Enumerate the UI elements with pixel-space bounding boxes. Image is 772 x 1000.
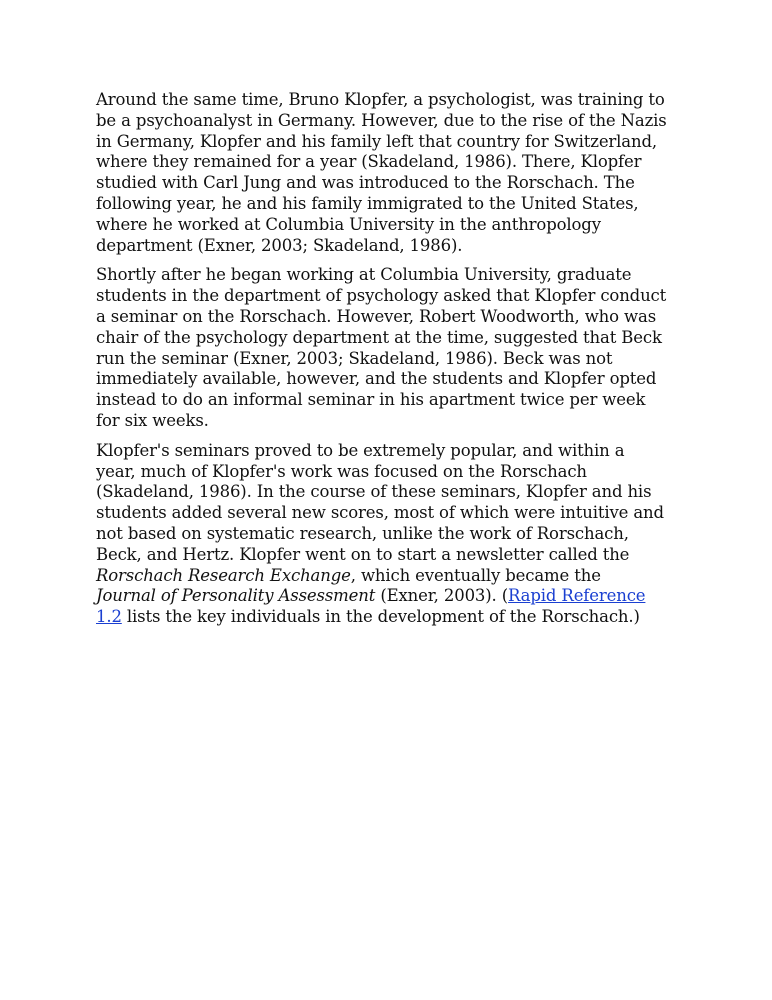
journal-title-italic: Rorschach Research Exchange <box>96 565 351 585</box>
paragraph-line: be a psychoanalyst in Germany. However, due to the rise of the Nazis <box>96 110 667 130</box>
paragraph-line <box>96 607 681 628</box>
paragraph-line: Shortly after he began working at Columbia University, graduate <box>96 265 632 285</box>
paragraph-2 <box>96 265 681 431</box>
paragraph-line: immediately available, however, and the students and Klopfer opted <box>96 369 657 389</box>
journal-title-italic: Journal of Personality Assessment <box>96 586 376 606</box>
line-text: , which eventually became the <box>350 565 601 585</box>
paragraph-line: Around the same time, Bruno Klopfer, a psychologist, was training to <box>96 90 665 109</box>
paragraph-line: for six weeks. <box>96 410 209 430</box>
paragraph-line: where they remained for a year (Skadeland, 1986). There, Klopfer <box>96 152 642 172</box>
paragraph-line: a seminar on the Rorschach. However, Robert Woodworth, who was <box>96 306 657 326</box>
paragraph-line: not based on systematic research, unlike the work of Rorschach, <box>96 523 629 543</box>
paragraph-line: where he worked at Columbia University in the anthropology <box>96 214 601 234</box>
rapid-reference-link[interactable]: Rapid Reference <box>508 586 646 606</box>
paragraph-line: Beck, and Hertz. Klopfer went on to start a newsletter called the <box>96 544 630 564</box>
rapid-reference-link-number[interactable]: 1.2 <box>96 607 122 627</box>
body-text <box>96 90 681 637</box>
line-text: (Exner, 2003). ( <box>375 586 509 606</box>
paragraph-line: year, much of Klopfer's work was focused on the Rorschach <box>96 461 587 481</box>
paragraph-line: instead to do an informal seminar in his apartment twice per week <box>96 390 646 410</box>
line-text: lists the key individuals in the development of the Rorschach.) <box>121 607 640 627</box>
paragraph-3 <box>96 441 681 628</box>
paragraph-1 <box>96 90 681 256</box>
paragraph-line: chair of the psychology department at the time, suggested that Beck <box>96 327 662 347</box>
paragraph-line: students added several new scores, most of which were intuitive and <box>96 503 664 523</box>
paragraph-line: studied with Carl Jung and was introduced to the Rorschach. The <box>96 173 635 193</box>
paragraph-line: run the seminar (Exner, 2003; Skadeland, 1986). Beck was not <box>96 348 613 368</box>
paragraph-line: Klopfer's seminars proved to be extremely popular, and within a <box>96 440 625 460</box>
paragraph-line: in Germany, Klopfer and his family left that country for Switzerland, <box>96 131 657 151</box>
paragraph-line: following year, he and his family immigrated to the United States, <box>96 193 639 213</box>
paragraph-line: (Skadeland, 1986). In the course of these seminars, Klopfer and his <box>96 482 652 502</box>
paragraph-line <box>96 586 681 607</box>
paragraph-line: students in the department of psychology asked that Klopfer conduct <box>96 286 667 306</box>
paragraph-line: department (Exner, 2003; Skadeland, 1986). <box>96 235 463 255</box>
paragraph-line <box>96 566 681 587</box>
